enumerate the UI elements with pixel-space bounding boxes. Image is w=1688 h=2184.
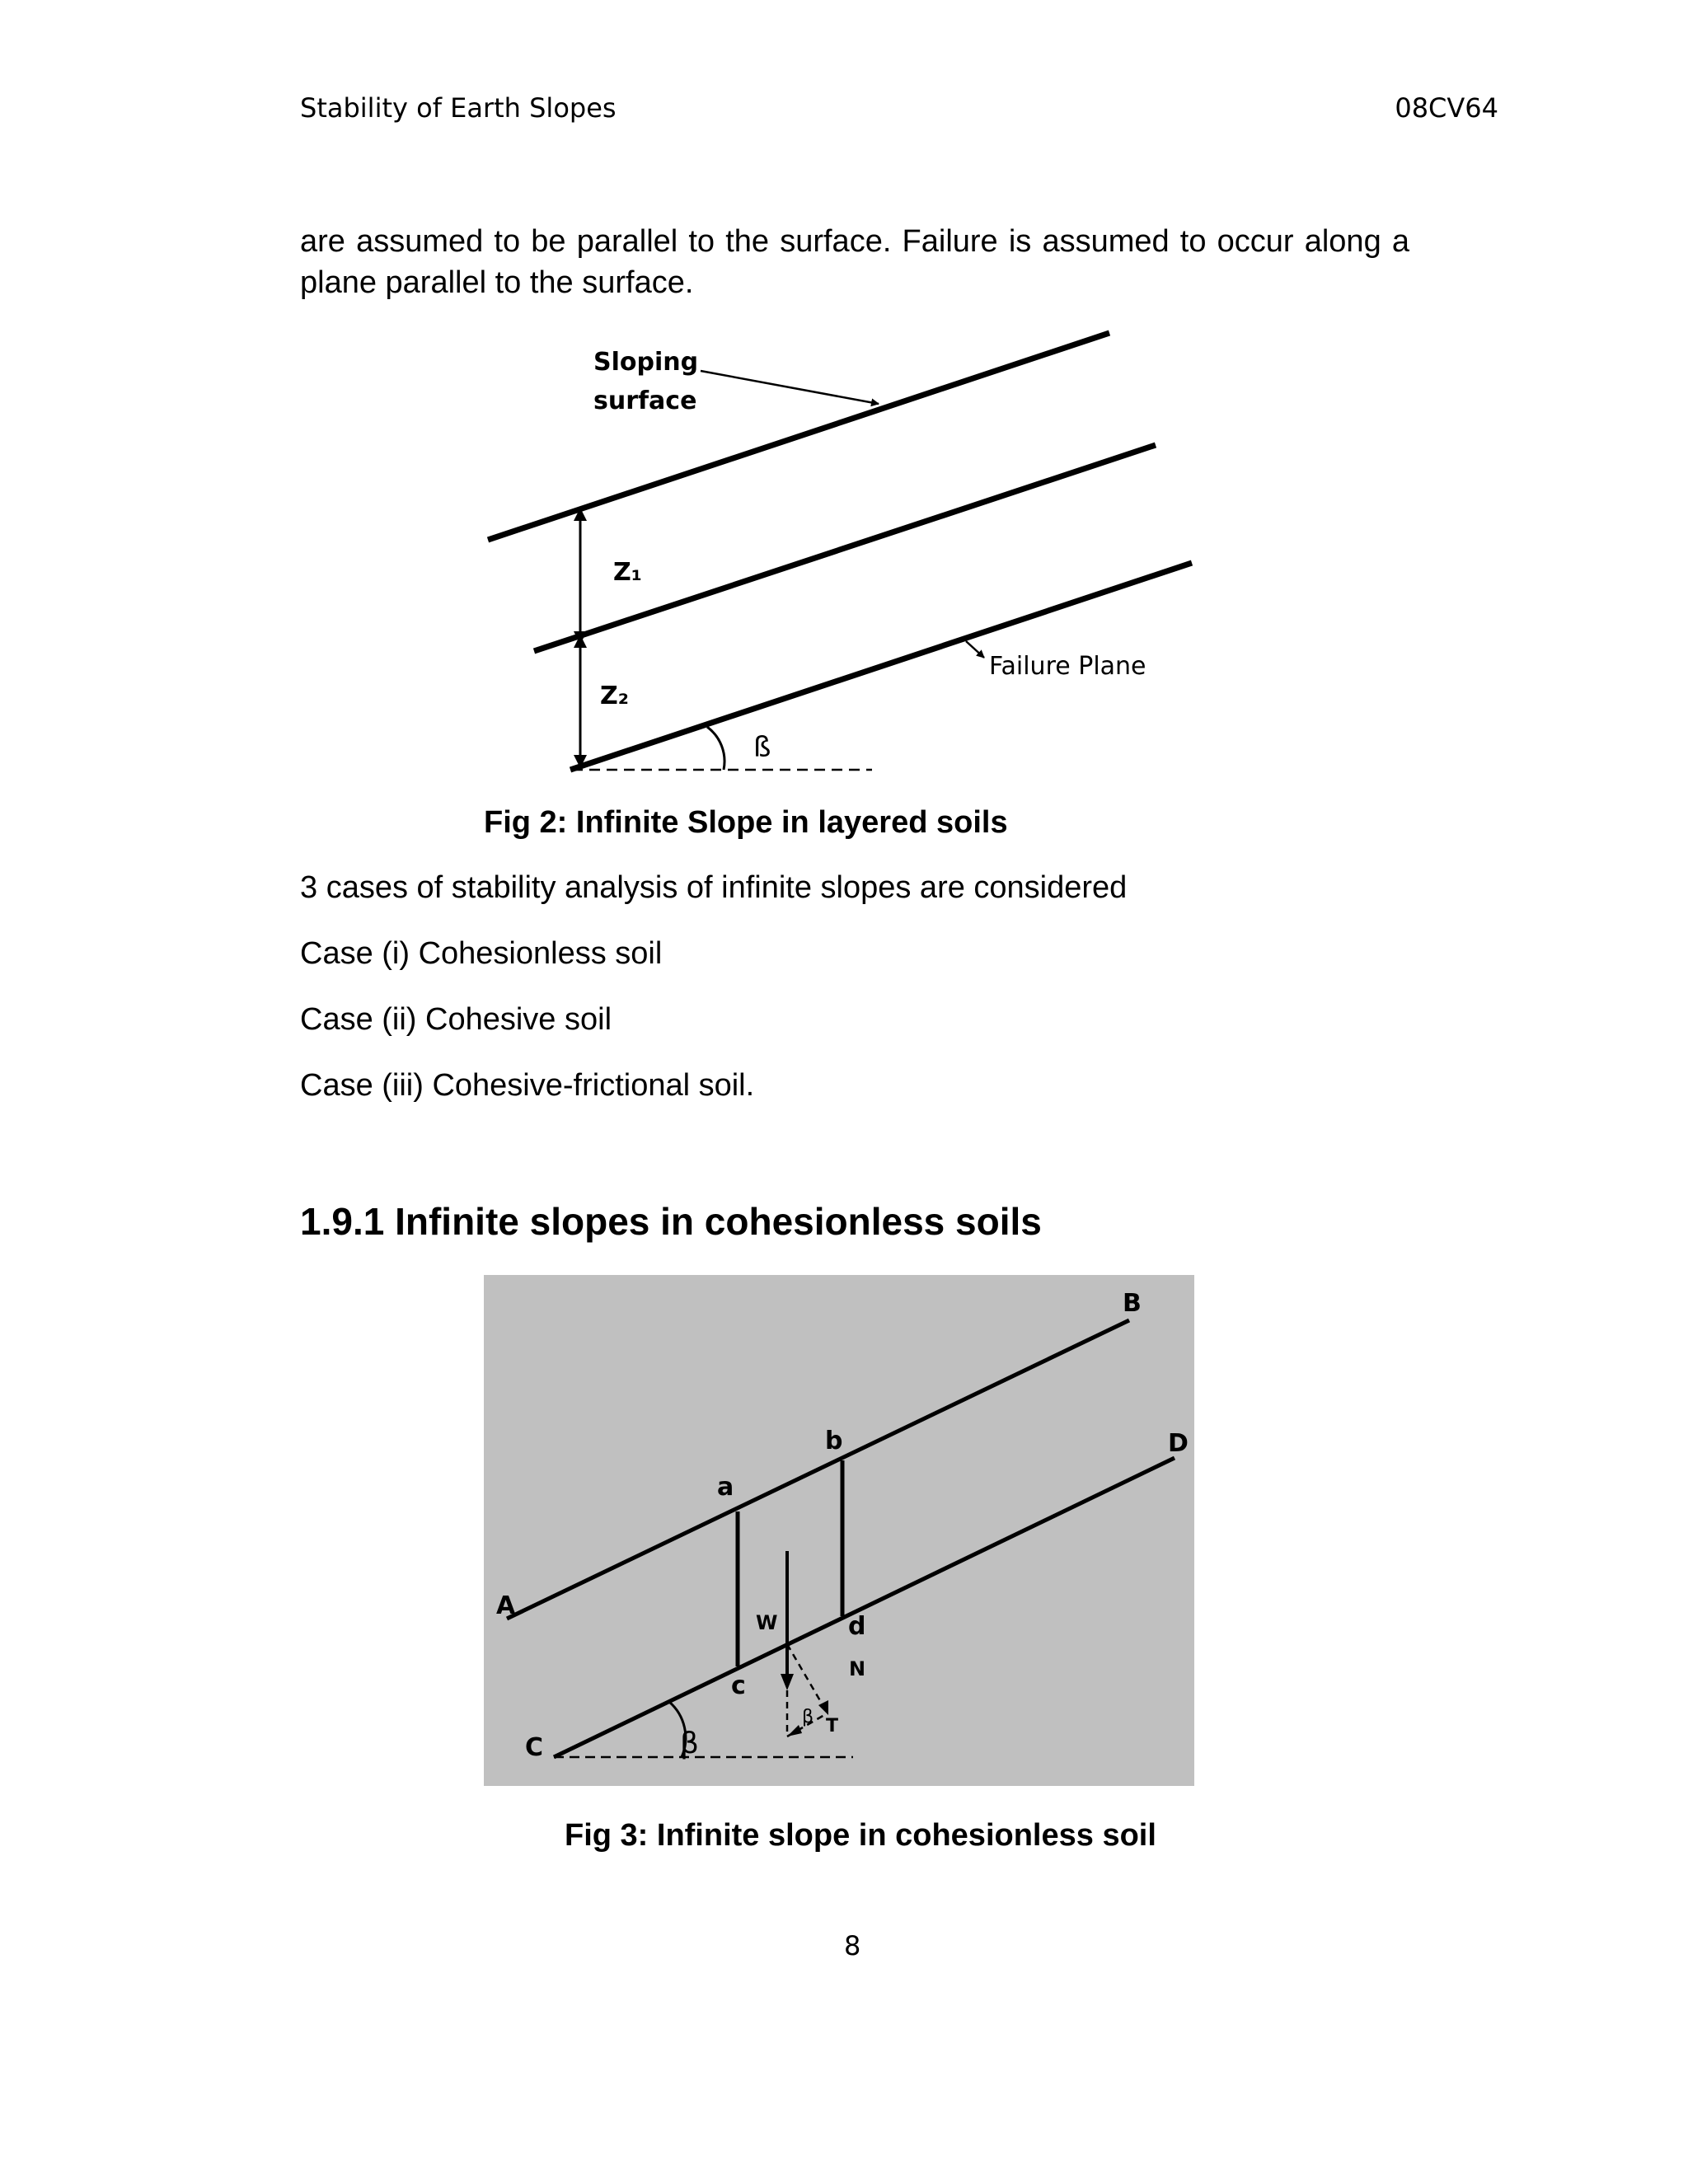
label-failure-plane: Failure Plane bbox=[989, 652, 1146, 681]
label-W: W bbox=[756, 1611, 778, 1634]
intro-paragraph: are assumed to be parallel to the surface. Failure is assumed to occur along a plane parallel to the surface. bbox=[300, 224, 1409, 300]
label-c: c bbox=[731, 1671, 746, 1700]
case-item: Case (ii) Cohesive soil bbox=[300, 1002, 612, 1037]
fig3-background bbox=[484, 1275, 1194, 1786]
label-B: B bbox=[1123, 1289, 1142, 1318]
label-z1: Z₁ bbox=[613, 558, 642, 587]
sloping-surface-pointer bbox=[701, 371, 879, 404]
fig3-diagram bbox=[484, 1275, 1194, 1786]
label-T: T bbox=[826, 1716, 839, 1736]
section-heading: 1.9.1 Infinite slopes in cohesionless soils bbox=[300, 1200, 1042, 1243]
label-beta: ß bbox=[753, 731, 771, 764]
running-header-code: 08CV64 bbox=[1395, 92, 1498, 124]
label-N: N bbox=[849, 1657, 866, 1680]
fig2-diagram bbox=[0, 0, 1688, 824]
beta-angle-arc bbox=[707, 727, 724, 770]
page-number: 8 bbox=[844, 1930, 861, 1961]
label-beta: β bbox=[680, 1727, 699, 1760]
fig2-caption: Fig 2: Infinite Slope in layered soils bbox=[484, 805, 1008, 840]
label-sloping: Sloping bbox=[593, 348, 699, 377]
label-A: A bbox=[496, 1591, 516, 1620]
failure-plane-pointer bbox=[966, 641, 984, 658]
label-b: b bbox=[825, 1427, 843, 1455]
fig3-caption: Fig 3: Infinite slope in cohesionless soil bbox=[565, 1818, 1156, 1853]
case-item: Case (iii) Cohesive-frictional soil. bbox=[300, 1068, 755, 1103]
label-d: d bbox=[848, 1612, 866, 1641]
label-beta-small: β bbox=[802, 1707, 814, 1727]
cases-intro: 3 cases of stability analysis of infinite slopes are considered bbox=[300, 870, 1128, 905]
case-item: Case (i) Cohesionless soil bbox=[300, 936, 663, 971]
layer-boundary-line bbox=[534, 445, 1156, 651]
running-header-title: Stability of Earth Slopes bbox=[300, 92, 617, 124]
label-z2: Z₂ bbox=[600, 682, 629, 710]
label-D: D bbox=[1168, 1429, 1189, 1458]
label-a: a bbox=[717, 1473, 734, 1502]
label-C: C bbox=[525, 1733, 544, 1762]
label-surface: surface bbox=[593, 387, 697, 415]
